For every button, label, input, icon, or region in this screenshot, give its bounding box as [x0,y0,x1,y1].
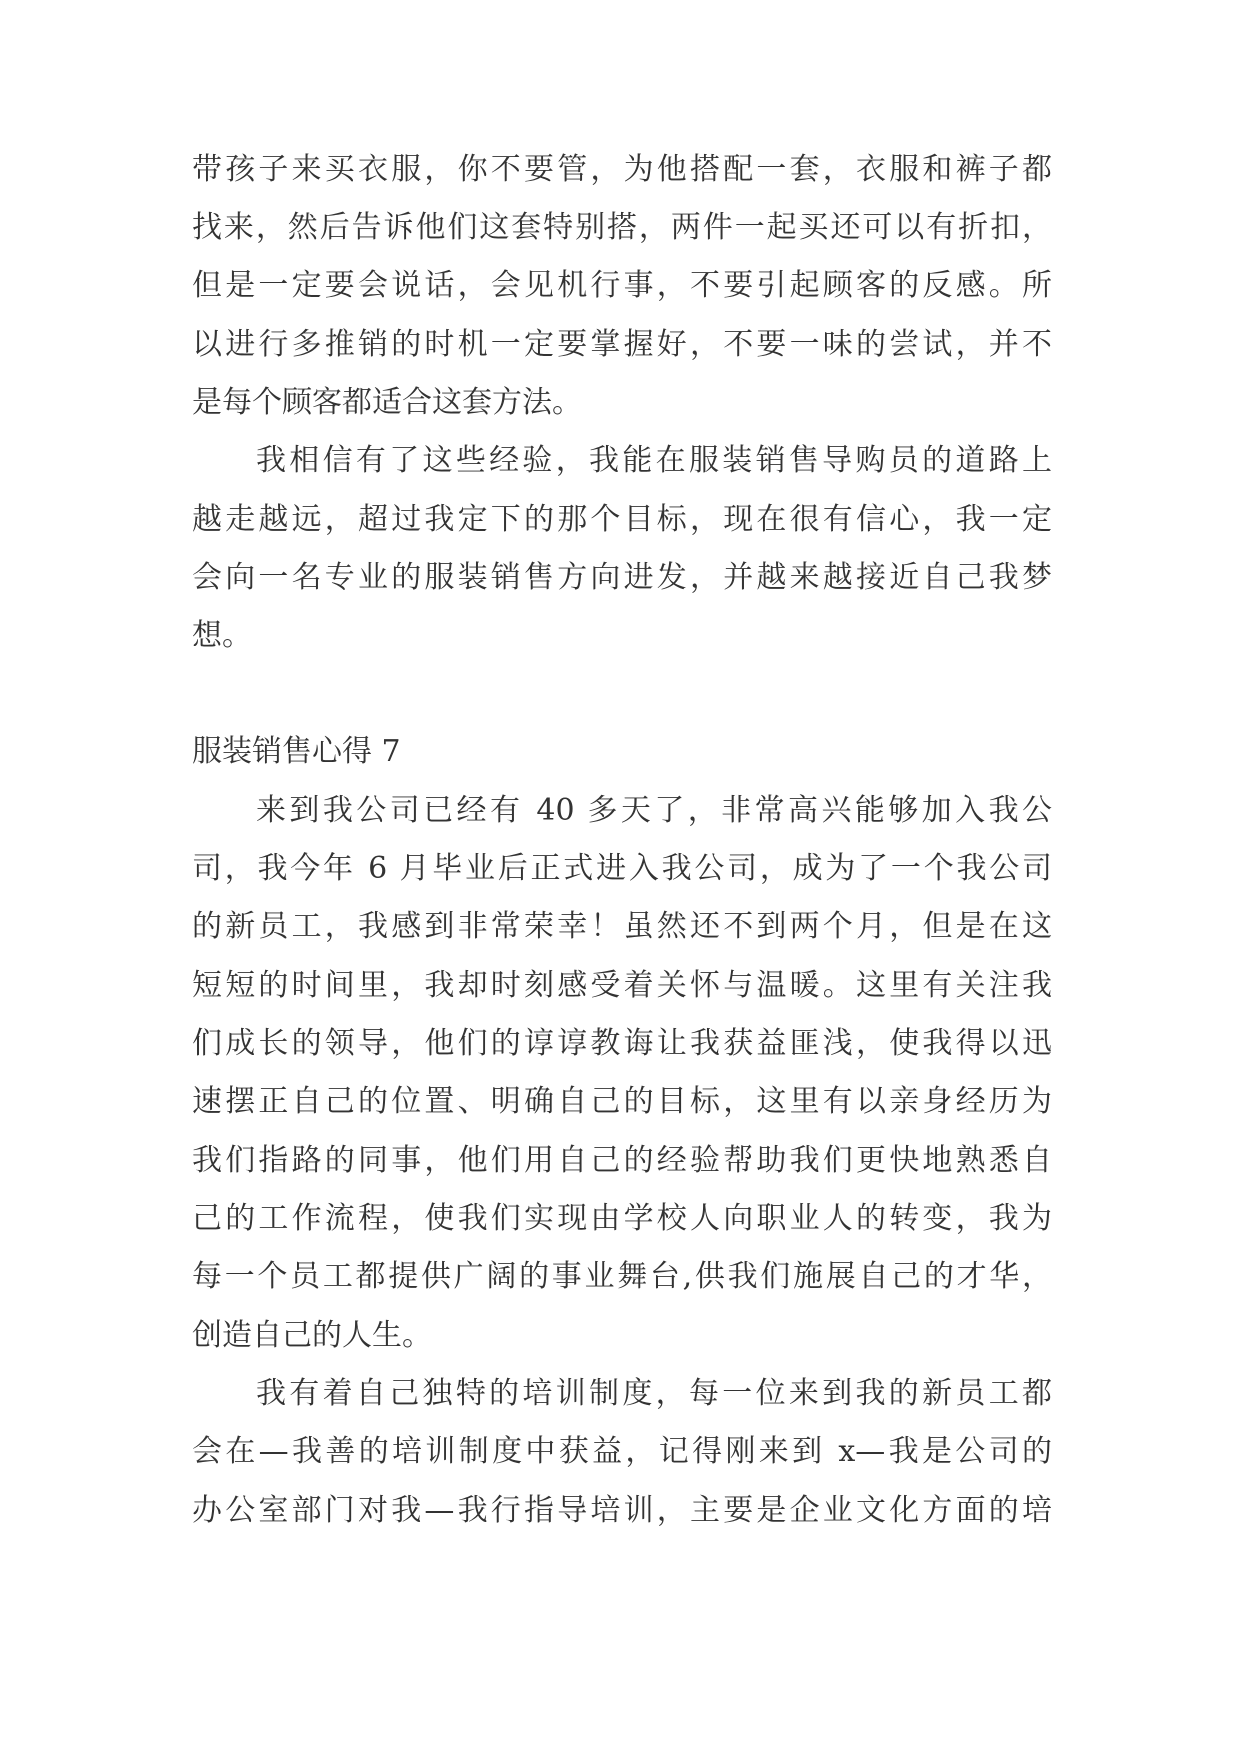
paragraph-line: 己的工作流程，使我们实现由学校人向职业人的转变，我为 [192,1201,1052,1236]
paragraph-line: 们成长的领导，他们的谆谆教诲让我获益匪浅，使我得以迅 [192,1026,1052,1061]
paragraph-line: 来到我公司已经有 40 多天了，非常高兴能够加入我公 [256,793,1052,828]
paragraph-line: 会向一名专业的服装销售方向进发，并越来越接近自己我梦 [192,560,1052,595]
paragraph-line: 找来，然后告诉他们这套特别搭，两件一起买还可以有折扣， [192,210,1052,245]
paragraph-line: 我相信有了这些经验，我能在服装销售导购员的道路上 [256,443,1052,478]
paragraph-line: 我有着自己独特的培训制度，每一位来到我的新员工都 [256,1376,1052,1411]
paragraph-line: 会在—我善的培训制度中获益，记得刚来到 x—我是公司的 [192,1434,1052,1469]
paragraph-line: 速摆正自己的位置、明确自己的目标，这里有以亲身经历为 [192,1084,1052,1119]
paragraph-line: 每一个员工都提供广阔的事业舞台,供我们施展自己的才华， [192,1259,1052,1294]
paragraph-line: 司，我今年 6 月毕业后正式进入我公司，成为了一个我公司 [192,851,1052,886]
paragraph-line: 但是一定要会说话，会见机行事，不要引起顾客的反感。所 [192,268,1052,303]
paragraph-line: 越走越远，超过我定下的那个目标，现在很有信心，我一定 [192,502,1052,537]
paragraph-line: 是每个顾客都适合这套方法。 [192,385,582,420]
paragraph-line: 创造自己的人生。 [192,1318,432,1353]
paragraph-line: 带孩子来买衣服，你不要管，为他搭配一套，衣服和裤子都 [192,152,1052,187]
paragraph-line: 办公室部门对我—我行指导培训，主要是企业文化方面的培 [192,1493,1052,1528]
paragraph-line: 的新员工，我感到非常荣幸！虽然还不到两个月，但是在这 [192,909,1052,944]
paragraph-line: 我们指路的同事，他们用自己的经验帮助我们更快地熟悉自 [192,1143,1052,1178]
paragraph-line: 短短的时间里，我却时刻感受着关怀与温暖。这里有关注我 [192,968,1052,1003]
paragraph-line: 以进行多推销的时机一定要掌握好，不要一味的尝试，并不 [192,327,1052,362]
paragraph-line: 想。 [192,618,252,653]
section-heading: 服装销售心得 7 [192,734,401,769]
